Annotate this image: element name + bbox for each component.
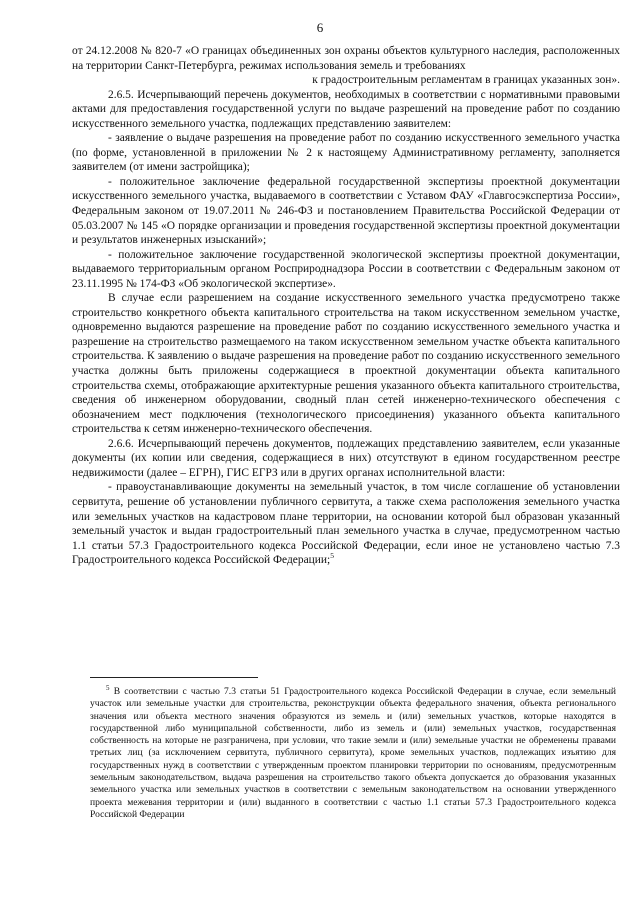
footnote-separator xyxy=(90,677,258,678)
list-item-application: - заявление о выдаче разрешения на проведение работ по созданию искусственного земельного участка (по форме, установленной в приложении № 2 к настоящему Административному регламенту, заполняется заявителем (от имени застройщика); xyxy=(72,132,620,174)
page-number: 6 xyxy=(316,20,324,35)
paragraph-2-6-6: 2.6.6. Исчерпывающий перечень документов, подлежащих представлению заявителем, если указанные документы (их копии или сведения, содержащиеся в них) отсутствуют в едином государственном реестре недвижимости (далее – ЕГРН), ГИС ЕГРЗ или в других органах исполнительной власти: xyxy=(72,437,620,479)
paragraph-continuation: от 24.12.2008 № 820-7 «О границах объединенных зон охраны объектов культурного наследия, расположенных на территории Санкт-Петербурга, режимах использования земель и требованиях xyxy=(72,45,620,72)
list-item-title-documents xyxy=(72,480,620,567)
paragraph-construction-case: В случае если разрешением на создание искусственного земельного участка предусмотрено также строительство конкретного объекта капитального строительства на таком искусственном земельном участке, одновременно выдаются разрешение на проведение работ по созданию искусственного земельного участка и разрешение на строительство размещаемого на таком искусственном земельном участке объекта капитального строительства. К заявлению о выдаче разрешения на проведение работ по созданию искусственного земельного участка должны быть приложены содержащиеся в проектной документации объекта капитального строительства схемы, отображающие архитектурные решения указанного объекта капитального строительства, сведения об инженерном оборудовании, сводный план сетей инженерно-технического обеспечения с обозначением мест подключения (технологического присоединения) указанного объекта капитального строительства к сетям инженерно-технического обеспечения. xyxy=(72,292,620,436)
footnotes xyxy=(90,683,617,821)
footnote-reference: 5 xyxy=(330,551,334,561)
footnote-5 xyxy=(90,683,617,821)
list-item-federal-expertise: - положительное заключение федеральной государственной экспертизы проектной документации искусственного земельного участка, выдаваемого в соответствии с Уставом ФАУ «Главгосэкспертиза России», Федеральным законом от 19.07.2011 № 246-ФЗ и постановлением Правительства Российской Федерации от 05.03.2007 № 145 «О порядке организации и проведения государственной экспертизы проектной документации и результатов инженерных изысканий»; xyxy=(72,175,620,247)
footnote-mark: 5 xyxy=(106,683,110,692)
list-item-title-documents-text: - правоустанавливающие документы на земельный участок, в том числе соглашение об установлении сервитута, решение об установлении публичного сервитута, а также схема расположения земельного участка или земельных участков на кадастровом плане территории, на основании которой был образован указанный земельный участок и выдан градостроительный план земельного участка в случае, предусмотренном частью 1.1 статьи 57.3 Градостроительного кодекса Российской Федерации, если иное не установлено частью 7.3 Градостроительного кодекса Российской Федерации; xyxy=(72,481,620,567)
paragraph-2-6-5: 2.6.5. Исчерпывающий перечень документов, необходимых в соответствии с нормативными правовыми актами для предоставления государственной услуги по выдаче разрешений на проведение работ по созданию искусственного земельного участка, подлежащих представлению заявителем: xyxy=(72,88,620,130)
paragraph-continuation-end: к градостроительным регламентам в границах указанных зон». xyxy=(312,74,620,87)
main-text xyxy=(72,44,620,568)
footnote-text: В соответствии с частью 7.3 статьи 51 Градостроительного кодекса Российской Федерации в случае, если земельный участок или земельные участки для строительства, реконструкции объекта федерального значения, объекта регионального значения или объекта местного значения образуются из земель и (или) земельных участков, которые находятся в государственной либо муниципальной собственности, либо из земель и (или) земельных участков, государственная собственность на которые не разграничена, при условии, что такие земли и (или) земельные участки не обременены правами третьих лиц (за исключением сервитута, публичного сервитута), кроме земельных участков, подлежащих изъятию для государственных нужд в соответствии с утвержденным проектом планировки территории по основаниям, предусмотренным земельным законодательством, выдача разрешения на строительство такого объекта допускается до образования указанных земельного участка или земельных участков в соответствии с земельным законодательством на основании утвержденного проекта межевания территории и (или) выданного в соответствии с частью 1.1 статьи 57.3 Градостроительного кодекса Российской Федерации xyxy=(90,686,617,820)
list-item-ecological-expertise: - положительное заключение государственной экологической экспертизы проектной документации, выдаваемого территориальным органом Росприроднадзора России в соответствии с Федеральным законом от 23.11.1995 № 174-ФЗ «Об экологической экспертизе». xyxy=(72,248,620,290)
